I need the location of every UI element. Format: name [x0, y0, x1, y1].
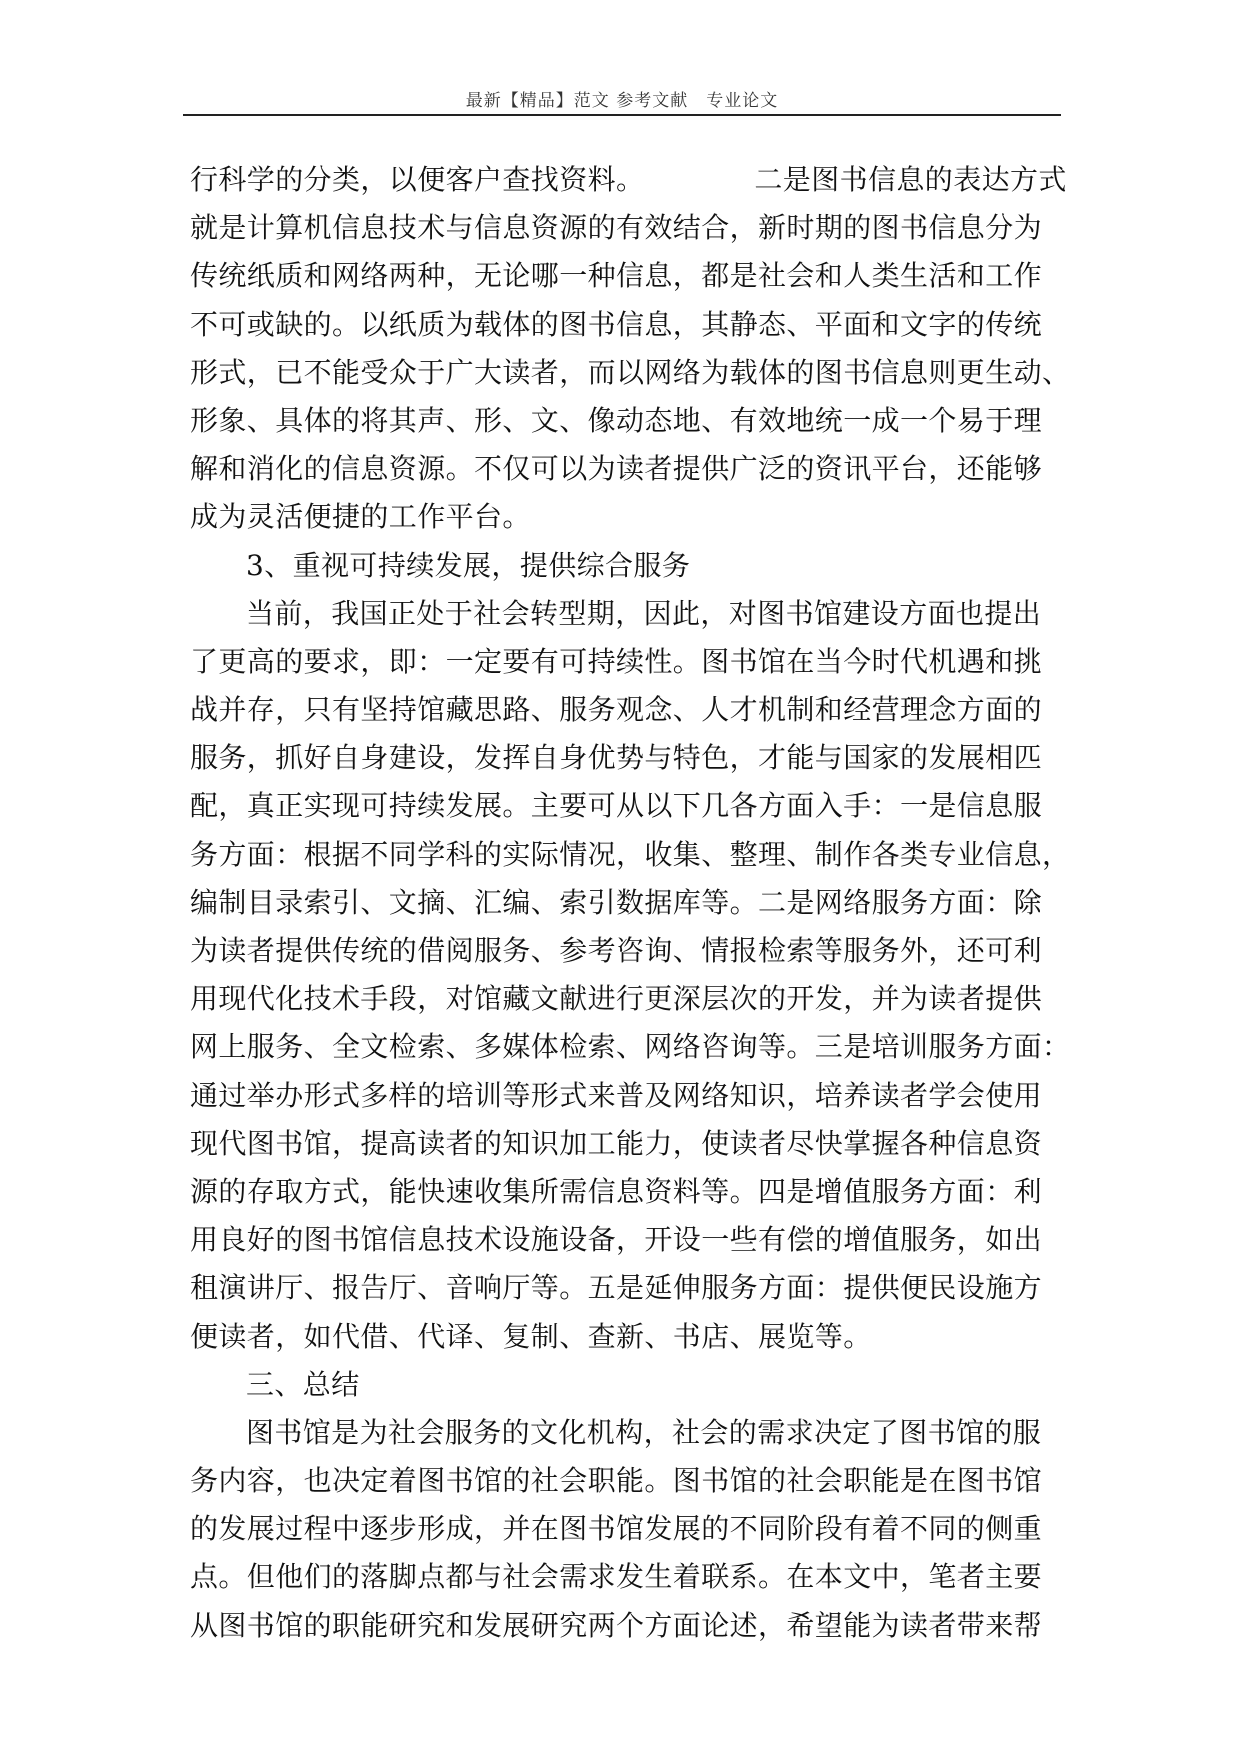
paragraph-line: 解和消化的信息资源。不仅可以为读者提供广泛的资讯平台，还能够: [190, 452, 1043, 486]
section-heading: 三、总结: [246, 1367, 360, 1401]
paragraph-line: 用现代化技术手段，对馆藏文献进行更深层次的开发，并为读者提供: [190, 982, 1043, 1016]
text-span: 二是图书信息的表达方式: [754, 163, 1067, 196]
paragraph-line: 源的存取方式，能快速收集所需信息资料等。四是增值服务方面：利: [190, 1174, 1043, 1208]
paragraph-line: 了更高的要求，即：一定要有可持续性。图书馆在当今时代机遇和挑: [190, 644, 1043, 678]
section-heading: 3、重视可持续发展，提供综合服务: [246, 548, 691, 582]
page-header: 最新【精品】范文 参考文献 专业论文: [465, 91, 779, 111]
document-body: [190, 156, 1071, 1650]
paragraph-line: 用良好的图书馆信息技术设施设备，开设一些有偿的增值服务，如出: [190, 1223, 1043, 1257]
paragraph-line: 为读者提供传统的借阅服务、参考咨询、情报检索等服务外，还可利: [190, 934, 1043, 967]
paragraph-line: [190, 156, 1067, 204]
paragraph-line: 编制目录索引、文摘、汇编、索引数据库等。二是网络服务方面：除: [190, 885, 1043, 919]
paragraph-line: 战并存，只有坚持馆藏思路、服务观念、人才机制和经营理念方面的: [190, 693, 1043, 727]
paragraph-line: 成为灵活便捷的工作平台。: [190, 500, 531, 534]
paragraph-line: 就是计算机信息技术与信息资源的有效结合，新时期的图书信息分为: [190, 211, 1043, 245]
paragraph-line: 务方面：根据不同学科的实际情况，收集、整理、制作各类专业信息，: [190, 837, 1071, 871]
paragraph-line: 的发展过程中逐步形成，并在图书馆发展的不同阶段有着不同的侧重: [190, 1512, 1043, 1546]
text-span: 行科学的分类，以便客户查找资料。: [190, 163, 645, 196]
paragraph-line: 务内容，也决定着图书馆的社会职能。图书馆的社会职能是在图书馆: [190, 1464, 1043, 1498]
paragraph-line: 网上服务、全文检索、多媒体检索、网络咨询等。三是培训服务方面：: [190, 1030, 1071, 1064]
paragraph-line: 点。但他们的落脚点都与社会需求发生着联系。在本文中，笔者主要: [190, 1560, 1043, 1594]
paragraph-line: 通过举办形式多样的培训等形式来普及网络知识，培养读者学会使用: [190, 1078, 1043, 1112]
paragraph-line: 从图书馆的职能研究和发展研究两个方面论述，希望能为读者带来帮: [190, 1608, 1043, 1642]
paragraph-line: 传统纸质和网络两种，无论哪一种信息，都是社会和人类生活和工作: [190, 259, 1043, 293]
paragraph-line: 租演讲厅、报告厅、音响厅等。五是延伸服务方面：提供便民设施方: [190, 1271, 1043, 1305]
paragraph-line: 服务，抓好自身建设，发挥自身优势与特色，才能与国家的发展相匹: [190, 741, 1043, 775]
header-rule: [183, 114, 1061, 116]
paragraph-line: 形式，已不能受众于广大读者，而以网络为载体的图书信息则更生动、: [190, 355, 1071, 389]
paragraph-line: 当前，我国正处于社会转型期，因此，对图书馆建设方面也提出: [246, 596, 1042, 630]
paragraph-line: 配，真正实现可持续发展。主要可从以下几各方面入手：一是信息服: [190, 789, 1043, 823]
paragraph-line: 不可或缺的。以纸质为载体的图书信息，其静态、平面和文字的传统: [190, 307, 1043, 341]
paragraph-line: 现代图书馆，提高读者的知识加工能力，使读者尽快掌握各种信息资: [190, 1126, 1043, 1160]
paragraph-line: 形象、具体的将其声、形、文、像动态地、有效地统一成一个易于理: [190, 403, 1043, 437]
paragraph-line: 便读者，如代借、代译、复制、查新、书店、展览等。: [190, 1319, 872, 1353]
paragraph-line: 图书馆是为社会服务的文化机构，社会的需求决定了图书馆的服: [246, 1415, 1042, 1449]
